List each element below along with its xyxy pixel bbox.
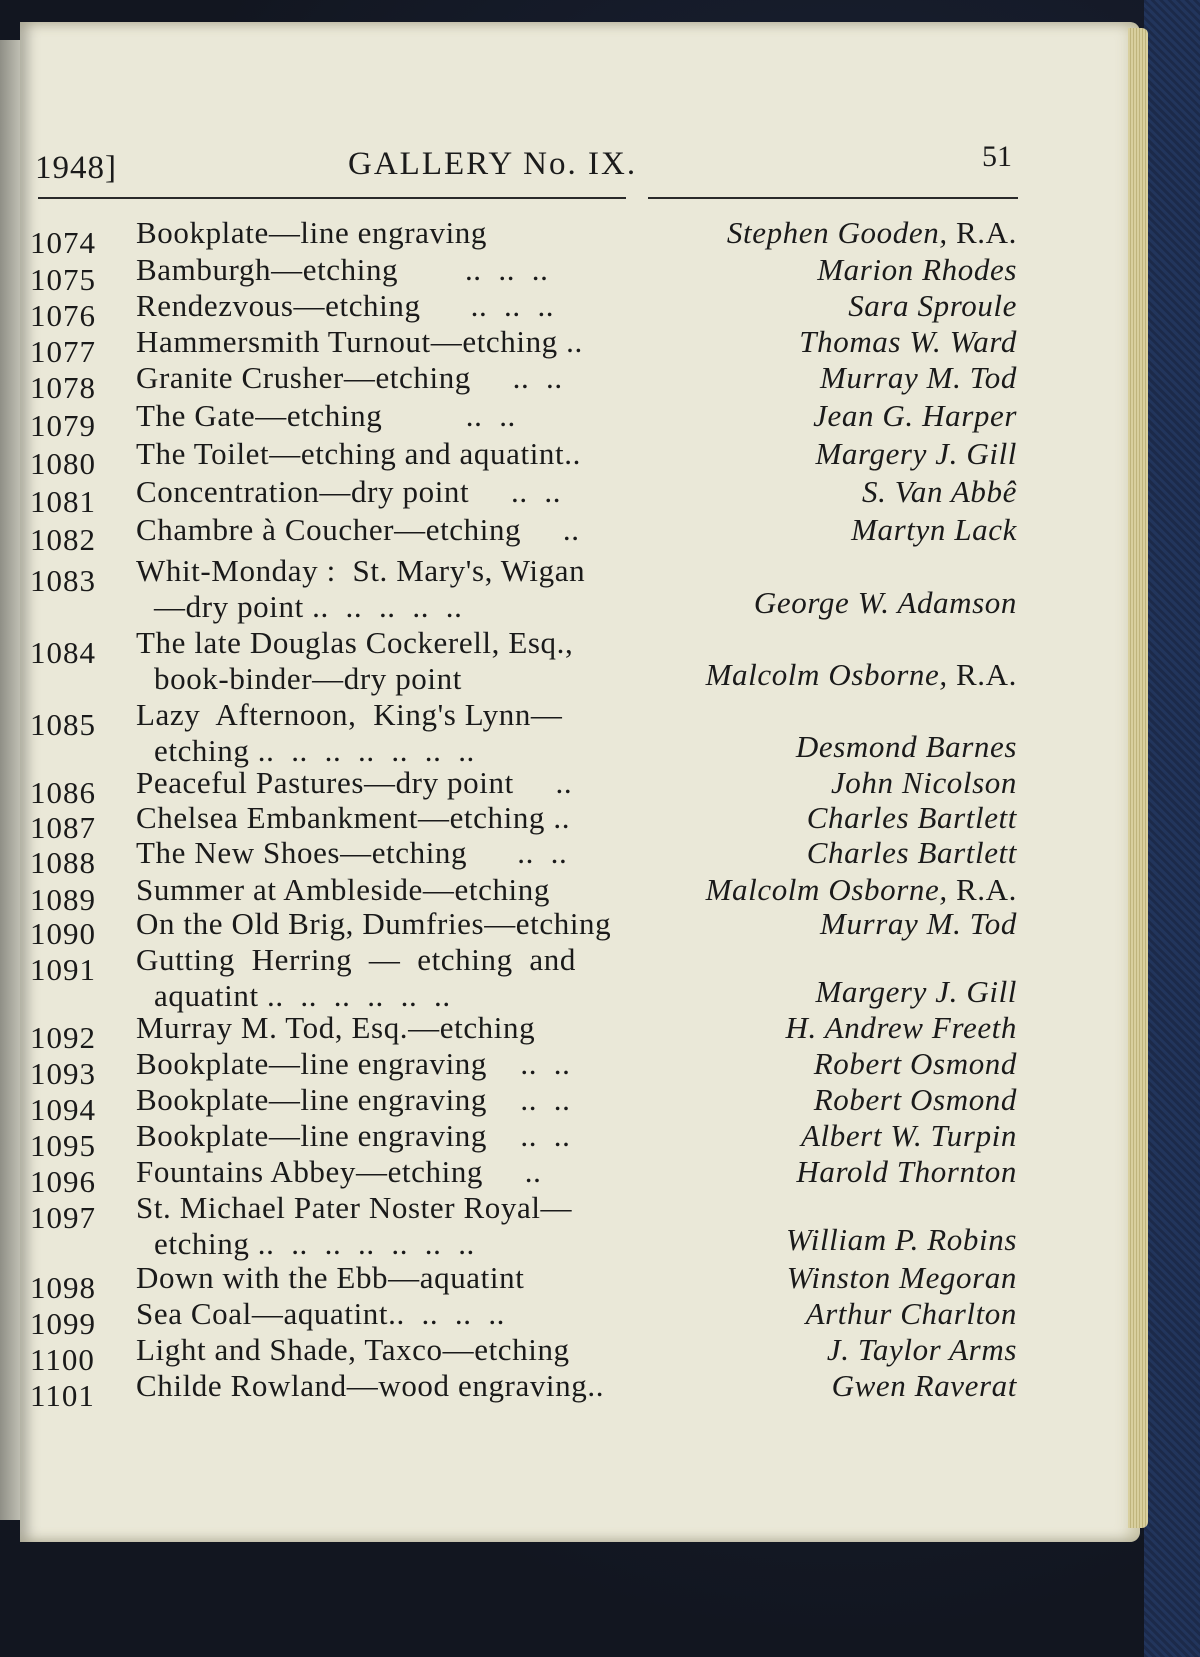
catalogue-entry xyxy=(0,360,1200,405)
catalogue-entry xyxy=(0,872,1200,917)
entry-number: 1088 xyxy=(30,845,96,880)
entry-title: On the Old Brig, Dumfries—etching xyxy=(136,906,612,941)
entry-title-continued: etching .. .. .. .. .. .. .. xyxy=(154,1226,475,1261)
entry-number: 1086 xyxy=(30,775,96,810)
entry-number: 1096 xyxy=(30,1164,96,1199)
entry-artist: Margery J. Gill xyxy=(815,436,1017,471)
entry-number: 1085 xyxy=(30,707,96,742)
catalogue-entry xyxy=(0,1118,1200,1163)
entry-title-continued: —dry point .. .. .. .. .. xyxy=(154,589,463,624)
entry-artist: J. Taylor Arms xyxy=(826,1332,1017,1367)
entry-title: Whit-Monday : St. Mary's, Wigan xyxy=(136,553,586,588)
header-year: 1948] xyxy=(35,150,117,186)
entry-title-continued: aquatint .. .. .. .. .. .. xyxy=(154,978,451,1013)
catalogue-entry xyxy=(0,288,1200,333)
entry-title: Bookplate—line engraving .. .. xyxy=(136,1082,571,1117)
entry-artist: Albert W. Turpin xyxy=(800,1118,1017,1153)
entry-artist: Winston Megoran xyxy=(786,1260,1017,1295)
entry-number: 1077 xyxy=(30,334,96,369)
entry-title: Fountains Abbey—etching .. xyxy=(136,1154,542,1189)
entry-number: 1075 xyxy=(30,262,96,297)
artist-honour-suffix: R.A. xyxy=(947,657,1017,692)
catalogue-entry xyxy=(0,765,1200,810)
entry-title-continued: etching .. .. .. .. .. .. .. xyxy=(154,733,475,768)
entry-title: Light and Shade, Taxco—etching xyxy=(136,1332,570,1367)
entry-number: 1093 xyxy=(30,1056,96,1091)
catalogue-entry xyxy=(0,474,1200,519)
entry-number: 1083 xyxy=(30,563,96,598)
entry-number: 1101 xyxy=(30,1378,95,1413)
entry-number: 1081 xyxy=(30,484,96,519)
catalogue-entry xyxy=(0,942,1200,1013)
entry-artist: Sara Sproule xyxy=(848,288,1017,323)
entry-artist: Malcolm Osborne, R.A. xyxy=(705,872,1017,907)
entry-number: 1076 xyxy=(30,298,96,333)
entry-number: 1091 xyxy=(30,952,96,987)
artist-honour-suffix: R.A. xyxy=(947,215,1017,250)
entry-artist: John Nicolson xyxy=(830,765,1017,800)
entry-title: Bookplate—line engraving .. .. xyxy=(136,1118,571,1153)
entry-number: 1089 xyxy=(30,882,96,917)
entry-artist: S. Van Abbê xyxy=(862,474,1017,509)
catalogue-entry xyxy=(0,625,1200,696)
entry-number: 1079 xyxy=(30,408,96,443)
catalogue-entry xyxy=(0,1190,1200,1261)
entry-number: 1099 xyxy=(30,1306,96,1341)
entry-title: Bookplate—line engraving .. .. xyxy=(136,1046,571,1081)
entry-artist: Desmond Barnes xyxy=(795,729,1017,764)
entry-artist: William P. Robins xyxy=(786,1222,1017,1257)
catalogue-entry xyxy=(0,553,1200,624)
catalogue-entry xyxy=(0,252,1200,297)
artist-honour-suffix: R.A. xyxy=(947,872,1017,907)
entry-number: 1082 xyxy=(30,522,96,557)
catalogue-entry xyxy=(0,1296,1200,1341)
entry-title: Sea Coal—aquatint.. .. .. .. xyxy=(136,1296,506,1331)
entry-number: 1078 xyxy=(30,370,96,405)
entry-title: Gutting Herring — etching and xyxy=(136,942,576,977)
entry-title: Rendezvous—etching .. .. .. xyxy=(136,288,555,323)
entry-number: 1095 xyxy=(30,1128,96,1163)
entry-artist: Gwen Raverat xyxy=(831,1368,1017,1403)
catalogue-entry xyxy=(0,215,1200,260)
entry-title: St. Michael Pater Noster Royal— xyxy=(136,1190,573,1225)
entry-title: Chelsea Embankment—etching .. xyxy=(136,800,571,835)
entry-title: Lazy Afternoon, King's Lynn— xyxy=(136,697,563,732)
catalogue-entry xyxy=(0,835,1200,880)
catalogue-entry xyxy=(0,1010,1200,1055)
entry-title: Down with the Ebb—aquatint xyxy=(136,1260,525,1295)
entry-number: 1100 xyxy=(30,1342,95,1377)
entry-title: Chambre à Coucher—etching .. xyxy=(136,512,580,547)
entry-artist: Murray M. Tod xyxy=(820,906,1017,941)
entry-title: Childe Rowland—wood engraving.. xyxy=(136,1368,605,1403)
catalogue-entry xyxy=(0,1332,1200,1377)
entry-artist: Jean G. Harper xyxy=(813,398,1017,433)
catalogue-entry xyxy=(0,324,1200,369)
catalogue-entry xyxy=(0,1154,1200,1199)
entry-number: 1080 xyxy=(30,446,96,481)
entry-artist: Harold Thornton xyxy=(796,1154,1017,1189)
catalogue-entry xyxy=(0,1260,1200,1305)
entry-number: 1074 xyxy=(30,225,96,260)
entry-title: Bamburgh—etching .. .. .. xyxy=(136,252,549,287)
entry-title: Peaceful Pastures—dry point .. xyxy=(136,765,573,800)
entry-number: 1090 xyxy=(30,916,96,951)
entry-number: 1092 xyxy=(30,1020,96,1055)
entry-artist: Robert Osmond xyxy=(813,1082,1017,1117)
entry-artist: George W. Adamson xyxy=(753,585,1017,620)
entry-artist: Charles Bartlett xyxy=(806,835,1017,870)
entry-title: The Toilet—etching and aquatint.. xyxy=(136,436,581,471)
entry-artist: Arthur Charlton xyxy=(805,1296,1017,1331)
entry-artist: Robert Osmond xyxy=(813,1046,1017,1081)
catalogue-entry xyxy=(0,436,1200,481)
entry-title: Murray M. Tod, Esq.—etching xyxy=(136,1010,536,1045)
entry-artist: H. Andrew Freeth xyxy=(785,1010,1017,1045)
entry-artist: Murray M. Tod xyxy=(820,360,1017,395)
catalogue-entry xyxy=(0,398,1200,443)
entry-artist: Marion Rhodes xyxy=(817,252,1017,287)
catalogue-entry xyxy=(0,1046,1200,1091)
entry-title: Concentration—dry point .. .. xyxy=(136,474,562,509)
page-title: GALLERY No. IX. xyxy=(348,146,638,182)
catalogue-entry xyxy=(0,800,1200,845)
entry-title: Summer at Ambleside—etching xyxy=(136,872,550,907)
entry-title-continued: book-binder—dry point xyxy=(154,661,462,696)
catalogue-entry xyxy=(0,697,1200,768)
entry-artist: Charles Bartlett xyxy=(806,800,1017,835)
entry-artist: Martyn Lack xyxy=(851,512,1017,547)
entry-title: The New Shoes—etching .. .. xyxy=(136,835,568,870)
entry-artist: Malcolm Osborne, R.A. xyxy=(705,657,1017,692)
entry-number: 1084 xyxy=(30,635,96,670)
entry-number: 1098 xyxy=(30,1270,96,1305)
entry-number: 1094 xyxy=(30,1092,96,1127)
entry-title: Bookplate—line engraving xyxy=(136,215,488,250)
page-number: 51 xyxy=(982,140,1012,173)
entry-title: Granite Crusher—etching .. .. xyxy=(136,360,563,395)
entry-artist: Stephen Gooden, R.A. xyxy=(726,215,1017,250)
catalogue-entry xyxy=(0,1082,1200,1127)
entry-title: The late Douglas Cockerell, Esq., xyxy=(136,625,574,660)
entry-artist: Margery J. Gill xyxy=(815,974,1017,1009)
catalogue-entry xyxy=(0,512,1200,557)
catalogue-entry xyxy=(0,1368,1200,1413)
entry-title: Hammersmith Turnout—etching .. xyxy=(136,324,583,359)
entry-number: 1087 xyxy=(30,810,96,845)
entry-artist: Thomas W. Ward xyxy=(799,324,1017,359)
catalogue-entry xyxy=(0,906,1200,951)
entry-title: The Gate—etching .. .. xyxy=(136,398,516,433)
entry-number: 1097 xyxy=(30,1200,96,1235)
